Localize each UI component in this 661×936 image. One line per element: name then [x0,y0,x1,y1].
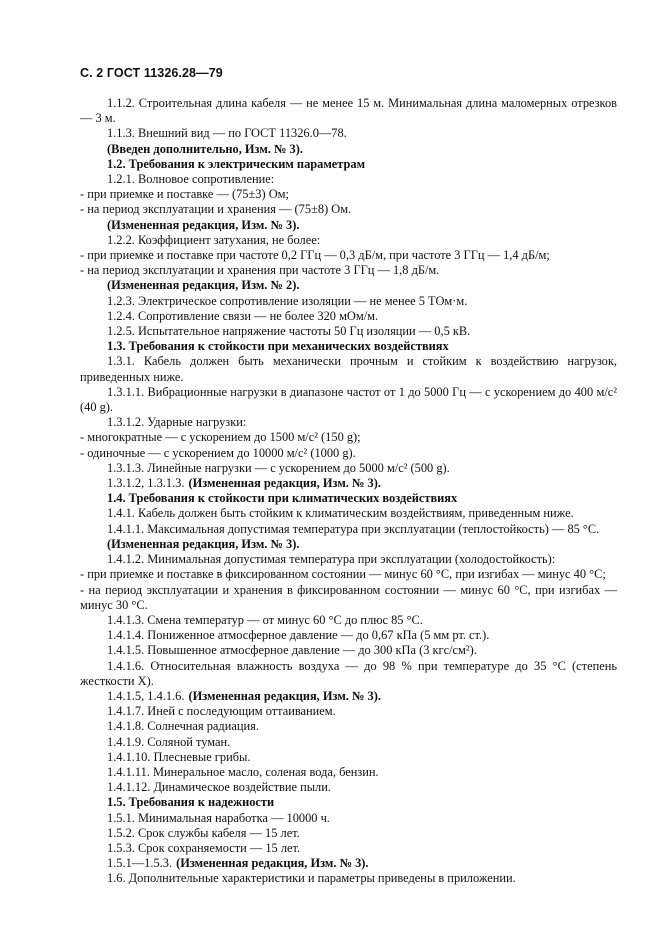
text: - на период эксплуатации и хранения — (75±8) Ом. [80,202,352,217]
bold-text: (Измененная редакция, Изм. № 3). [107,217,300,232]
paragraph [80,659,617,689]
text: 1.4.1. Кабель должен быть стойким к климатическим воздействиям, приведенным ниже. [107,506,574,521]
clause-reference: 1.5.1—1.5.3. [107,856,173,871]
text: 1.4.1.11. Минеральное масло, соленая вода, бензин. [107,764,379,779]
text: 1.5.1. Минимальная наработка — 10000 ч. [107,810,330,825]
text: 1.3.1. Кабель должен быть механически прочным и стойким к воздействию нагрузок, приведенных ниже. [80,354,617,384]
paragraph [80,567,617,582]
bold-text: (Измененная редакция, Изм. № 3). [107,536,300,551]
paragraph [80,415,617,430]
paragraph [80,172,617,187]
section-heading [80,795,617,810]
bold-text: (Введен дополнительно, Изм. № 3). [107,141,303,156]
section-heading [80,339,617,354]
paragraph [80,233,617,248]
bold-text: (Измененная редакция, Изм. № 3). [188,476,381,491]
text: 1.6. Дополнительные характеристики и параметры приведены в приложении. [107,871,516,886]
paragraph [80,294,617,309]
section-heading [80,476,617,491]
section-heading [80,856,617,871]
bold-text: (Измененная редакция, Изм. № 3). [176,856,369,871]
section-heading [80,537,617,552]
bold-text: (Измененная редакция, Изм. № 2). [107,278,300,293]
paragraph [80,187,617,202]
text: 1.1.2. Строительная длина кабеля — не менее 15 м. Минимальная длина маломерных отрезков — 3 м. [80,96,617,126]
text: 1.3.1.2. Ударные нагрузки: [107,415,247,430]
paragraph [80,613,617,628]
paragraph [80,704,617,719]
section-heading [80,278,617,293]
document-body [80,96,617,887]
paragraph [80,354,617,384]
paragraph [80,202,617,217]
clause-reference: 1.3.1.2, 1.3.1.3. [107,476,185,491]
paragraph [80,871,617,886]
paragraph [80,430,617,445]
text: 1.2.4. Сопротивление связи — не более 320 мОм/м. [107,308,379,323]
paragraph [80,750,617,765]
text: 1.4.1.9. Соляной туман. [107,734,231,749]
paragraph [80,841,617,856]
text: 1.5.3. Срок сохраняемости — 15 лет. [107,840,301,855]
text: 1.4.1.3. Смена температур — от минус 60 °С до плюс 85 °С. [107,612,423,627]
bold-text: 1.4. Требования к стойкости при климатических воздействиях [107,491,458,506]
paragraph [80,248,617,263]
paragraph [80,583,617,613]
text: 1.4.1.12. Динамическое воздействие пыли. [107,780,331,795]
paragraph [80,719,617,734]
paragraph [80,324,617,339]
paragraph [80,780,617,795]
paragraph [80,506,617,521]
paragraph [80,735,617,750]
bold-text: 1.5. Требования к надежности [107,795,275,810]
text: - на период эксплуатации и хранения при частоте 3 ГГц — 1,8 дБ/м. [80,263,440,278]
text: 1.4.1.7. Иней с последующим оттаиванием. [107,704,336,719]
text: 1.4.1.5. Повышенное атмосферное давление — до 300 кПа (3 кгс/см²). [107,643,477,658]
text: - многократные — с ускорением до 1500 м/с² (150 g); [80,430,361,445]
text: 1.2.5. Испытательное напряжение частоты 50 Гц изоляции — 0,5 кВ. [107,324,471,339]
section-heading [80,689,617,704]
text: - при приемке и поставке в фиксированном состоянии — минус 60 °С, при изгибах — минус 40 °С; [80,567,606,582]
paragraph [80,765,617,780]
clause-reference: 1.4.1.5, 1.4.1.6. [107,688,185,703]
paragraph [80,643,617,658]
paragraph [80,309,617,324]
text: - при приемке и поставке — (75±3) Ом; [80,187,289,202]
paragraph [80,522,617,537]
paragraph [80,385,617,415]
text: 1.4.1.8. Солнечная радиация. [107,719,259,734]
section-heading [80,491,617,506]
text: 1.4.1.1. Максимальная допустимая температура при эксплуатации (теплостойкость) — 85 °С. [107,521,600,536]
paragraph [80,126,617,141]
text: - при приемке и поставке при частоте 0,2 ГГц — 0,3 дБ/м, при частоте 3 ГГц — 1,4 дБ/м; [80,248,550,263]
section-heading [80,157,617,172]
section-heading [80,142,617,157]
text: 1.1.3. Внешний вид — по ГОСТ 11326.0—78. [107,126,347,141]
bold-text: 1.2. Требования к электрическим параметрам [107,156,366,171]
bold-text: 1.3. Требования к стойкости при механических воздействиях [107,339,449,354]
text: 1.4.1.10. Плесневые грибы. [107,749,251,764]
paragraph [80,263,617,278]
text: 1.4.1.2. Минимальная допустимая температура при эксплуатации (холодостойкость): [107,552,556,567]
text: - одиночные — с ускорением до 10000 м/с² (1000 g). [80,445,356,460]
page-header: С. 2 ГОСТ 11326.28—79 [80,66,223,80]
text: 1.3.1.3. Линейные нагрузки — с ускорением до 5000 м/с² (500 g). [107,460,450,475]
text: 1.2.1. Волновое сопротивление: [107,172,275,187]
text: 1.2.3. Электрическое сопротивление изоляции — не менее 5 ТОм·м. [107,293,468,308]
text: 1.2.2. Коэффициент затухания, не более: [107,232,321,247]
text: 1.5.2. Срок службы кабеля — 15 лет. [107,825,300,840]
section-heading [80,218,617,233]
paragraph [80,811,617,826]
paragraph [80,96,617,126]
paragraph [80,446,617,461]
paragraph [80,628,617,643]
paragraph [80,552,617,567]
paragraph [80,461,617,476]
text: - на период эксплуатации и хранения в фиксированном состоянии — минус 60 °С, при изгибах — минус 30 °С. [80,582,617,612]
text: 1.3.1.1. Вибрационные нагрузки в диапазоне частот от 1 до 5000 Гц — с ускорением до 400 м/с² (40 g). [80,384,617,415]
text: 1.4.1.4. Пониженное атмосферное давление — до 0,67 кПа (5 мм рт. ст.). [107,628,490,643]
bold-text: (Измененная редакция, Изм. № 3). [188,688,381,703]
text: 1.4.1.6. Относительная влажность воздуха — до 98 % при температуре до 35 °С (степень жесткости X). [80,658,617,688]
paragraph [80,826,617,841]
